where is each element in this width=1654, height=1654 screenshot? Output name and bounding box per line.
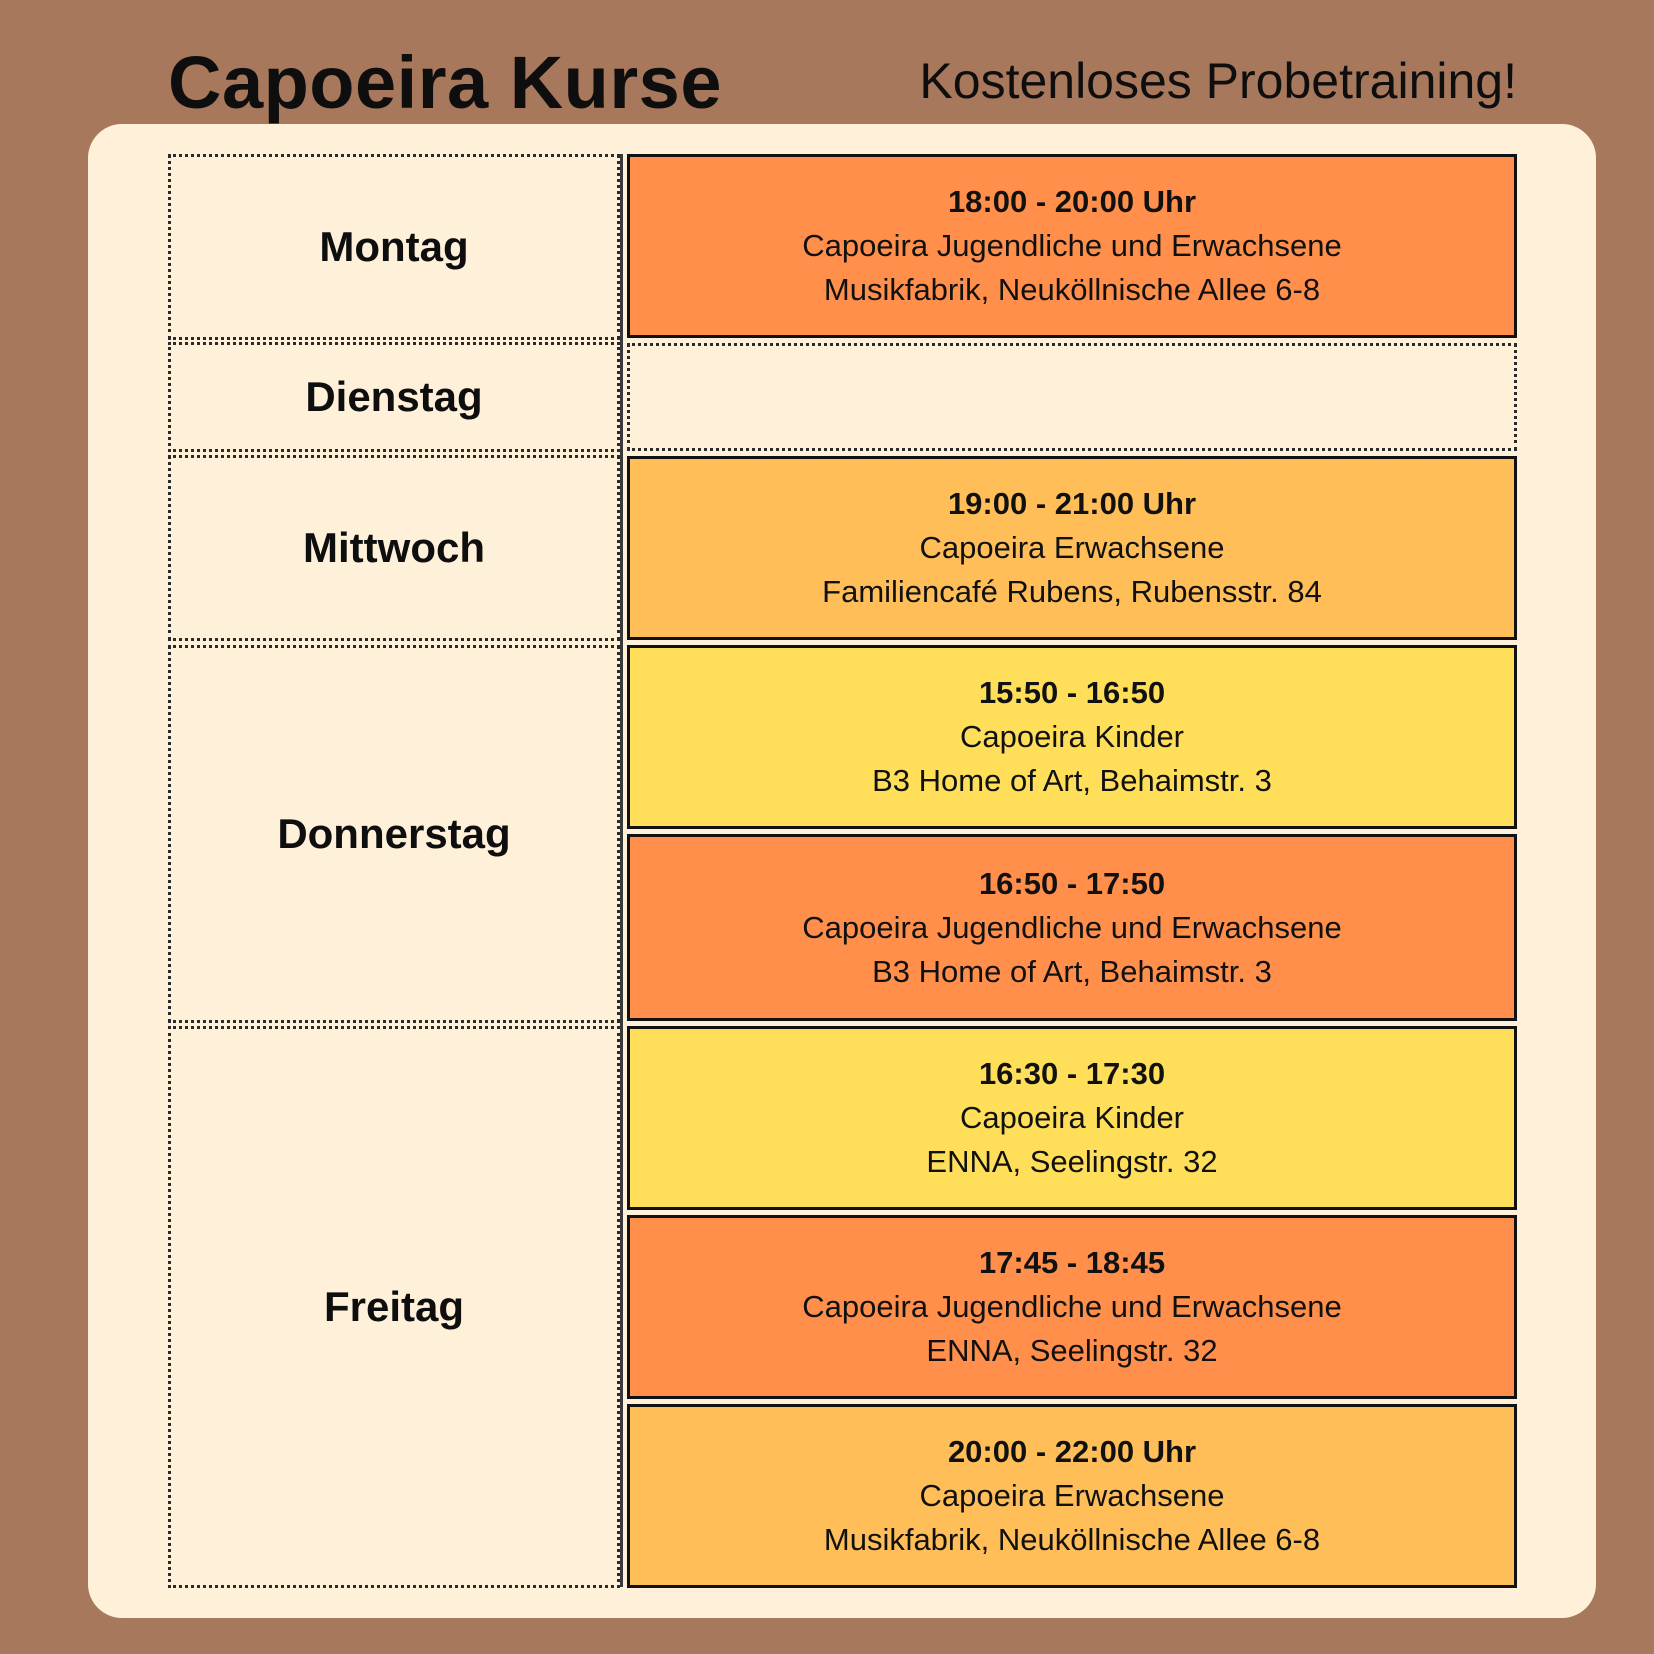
slot-location: Musikfabrik, Neuköllnische Allee 6-8 [823,272,1321,307]
slot-course-name: Capoeira Erwachsene [919,530,1225,565]
slot-course-name: Capoeira Erwachsene [919,1478,1225,1513]
slot-course-name: Capoeira Kinder [959,1100,1185,1135]
page-subtitle: Kostenloses Probetraining! [919,53,1517,109]
day-label: Freitag [323,1283,465,1330]
course-slot-freitag-2 [627,1215,1517,1399]
slot-time: 19:00 - 21:00 Uhr [947,486,1197,521]
slot-location: B3 Home of Art, Behaimstr. 3 [872,763,1272,798]
day-cell-dienstag [168,342,620,452]
day-cell-montag [168,154,620,340]
slot-time: 20:00 - 22:00 Uhr [947,1434,1197,1469]
day-label: Mittwoch [303,524,485,571]
slot-time: 18:00 - 20:00 Uhr [947,184,1197,219]
slot-location: Musikfabrik, Neuköllnische Allee 6-8 [823,1522,1321,1557]
course-slot-freitag-1 [627,1026,1517,1210]
course-slot-donnerstag-2 [627,834,1517,1021]
course-slot-mittwoch [627,456,1517,640]
course-slot-freitag-3 [627,1404,1517,1588]
slot-time: 17:45 - 18:45 [978,1245,1166,1280]
course-slot-dienstag-empty [627,343,1517,451]
slot-course-name: Capoeira Jugendliche und Erwachsene [802,1289,1342,1324]
slot-course-name: Capoeira Jugendliche und Erwachsene [802,228,1342,263]
day-cell-freitag [168,1026,620,1588]
slot-course-name: Capoeira Kinder [959,719,1185,754]
day-label: Montag [319,223,469,270]
page-title: Capoeira Kurse [168,41,722,124]
slot-location: ENNA, Seelingstr. 32 [926,1144,1218,1179]
slot-course-name: Capoeira Jugendliche und Erwachsene [802,909,1342,945]
day-cell-mittwoch [168,455,620,641]
slot-location: B3 Home of Art, Behaimstr. 3 [872,953,1272,989]
day-label: Dienstag [305,373,483,420]
course-slot-montag [627,154,1517,338]
slot-time: 16:50 - 17:50 [978,865,1166,901]
slot-time: 16:30 - 17:30 [978,1056,1166,1091]
day-label: Donnerstag [277,810,511,857]
slot-location: Familiencafé Rubens, Rubensstr. 84 [822,574,1322,609]
day-cell-donnerstag [168,645,620,1023]
column-divider [620,154,623,1587]
course-slot-donnerstag-1 [627,645,1517,829]
slot-time: 15:50 - 16:50 [978,675,1166,710]
slot-location: ENNA, Seelingstr. 32 [926,1333,1218,1368]
